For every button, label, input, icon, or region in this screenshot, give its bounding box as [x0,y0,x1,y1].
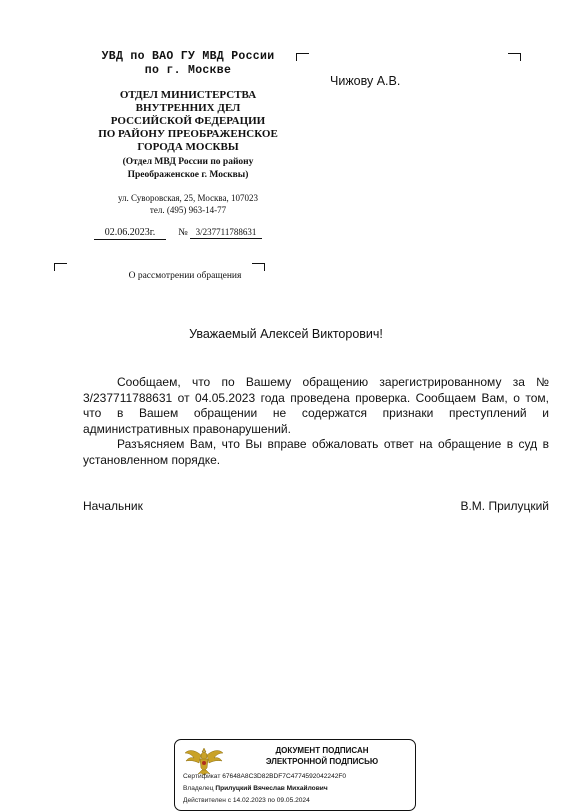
number-sign: № [178,227,188,238]
validity-label: Действителен [183,797,226,804]
stamp-validity-row [183,796,310,805]
outgoing-reference [94,226,262,240]
owner-value: Прилуцкий Вячеслав Михайлович [215,785,328,792]
document-number: 3/237711788631 [190,226,262,239]
department-contacts [80,192,296,216]
corner-mark-subject-left [54,263,67,271]
dept-line: ВНУТРЕННИХ ДЕЛ [135,102,241,114]
stamp-title-line-2: ЭЛЕКТРОННОЙ ПОДПИСЬЮ [265,756,379,766]
electronic-signature-stamp [174,739,416,811]
validity-value: с 14.02.2023 по 09.05.2024 [227,797,310,804]
dept-line: ОТДЕЛ МИНИСТЕРСТВА [119,89,257,101]
signatory-name: В.М. Прилуцкий [460,499,549,513]
dept-line: РОССИЙСКОЙ ФЕДЕРАЦИИ [110,115,266,127]
dept-line: ГОРОДА МОСКВЫ [137,141,239,153]
dept-line: ПО РАЙОНУ ПРЕОБРАЖЕНСКОЕ [98,128,278,140]
corner-mark-top-right [508,53,521,61]
document-subject: О рассмотрении обращения [128,271,242,281]
corner-mark-subject-right [252,263,265,271]
document-date: 02.06.2023г. [94,227,166,240]
owner-label: Владелец [183,785,214,792]
certificate-value: 67648A8C3D82BDF7C4774592042242F0 [222,773,347,780]
stamp-certificate-row [183,772,346,781]
certificate-label: Сертификат [183,773,221,780]
address-text: ул. Суворовская, 25, Москва, 107023 [117,193,259,203]
dept-short-line: (Отдел МВД России по району [122,157,254,167]
stamp-owner-row [183,784,328,793]
department-name [80,89,296,154]
phone-text: тел. (495) 963-14-77 [149,205,227,215]
stamp-title [233,746,411,767]
body-paragraph-1: Сообщаем, что по Вашему обращению зарегистрированному за № 3/237711788631 от 04.05.2023 года проведена проверка. Сообщаем Вам, о том, что в Вашем обращении не содержатся признаки преступлений и административных правонарушений. [83,375,549,436]
letterhead-org [70,50,306,78]
department-short-name [80,156,296,182]
salutation: Уважаемый Алексей Викторович! [189,327,383,341]
org-line-1: УВД по ВАО ГУ МВД России [101,50,275,63]
addressee: Чижову А.В. [330,74,401,88]
org-line-2: по г. Москве [144,64,232,77]
stamp-title-line-1: ДОКУМЕНТ ПОДПИСАН [275,746,369,755]
signatory-title: Начальник [83,499,143,513]
dept-short-line: Преображенское г. Москвы) [127,170,249,180]
body-paragraph-2: Разъясняем Вам, что Вы вправе обжаловать ответ на обращение в суд в установленном порядке. [83,437,549,467]
